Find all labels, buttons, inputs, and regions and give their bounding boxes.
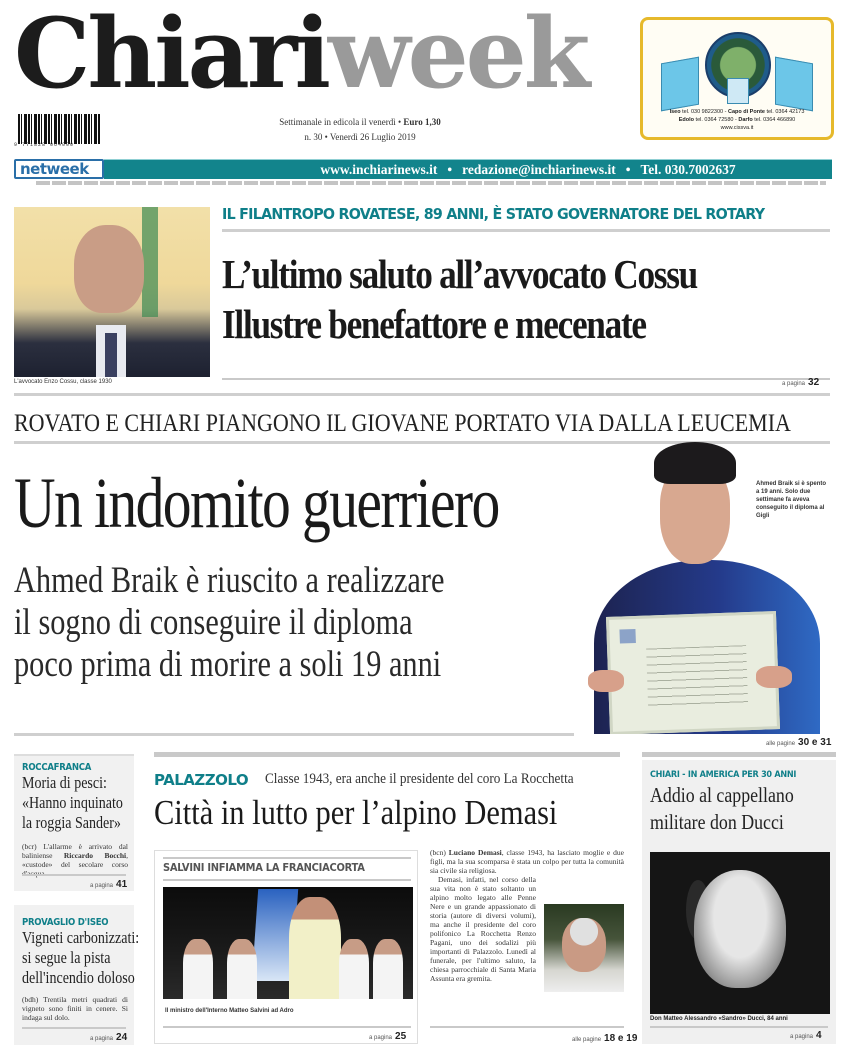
flag-shape bbox=[142, 207, 158, 317]
story-body: (bdh) Trentila metri quadrati di vigneto sono finiti in cenere. Si indaga sul dolo. bbox=[22, 995, 128, 1022]
story-subtitle: Classe 1943, era anche il presidente del coro La Rocchetta bbox=[265, 771, 574, 787]
headline-line: militare don Ducci bbox=[650, 810, 784, 834]
divider bbox=[22, 874, 126, 876]
contact-bar bbox=[104, 159, 832, 179]
divider bbox=[642, 752, 836, 757]
divider bbox=[163, 1026, 411, 1028]
portrait-hair bbox=[654, 442, 736, 484]
story-headline bbox=[650, 782, 794, 836]
logo-part-chiari: Chiari bbox=[14, 0, 328, 110]
subheadline-line: il sogno di conseguire il diploma bbox=[14, 602, 413, 643]
ad-city-capo: Capo di Ponte bbox=[727, 109, 765, 115]
masthead-logo bbox=[14, 0, 588, 110]
page-label: a pagina bbox=[790, 1034, 814, 1040]
divider bbox=[222, 229, 830, 232]
advertisement[interactable] bbox=[640, 17, 834, 140]
phone-number: Tel. 030.7002637 bbox=[640, 162, 736, 177]
divider bbox=[163, 857, 411, 859]
ad-phone-capo: tel. 0364 42173 bbox=[764, 109, 805, 115]
divider bbox=[14, 733, 574, 736]
story-provaglio[interactable] bbox=[14, 905, 140, 1045]
price: Euro 1,30 bbox=[403, 117, 441, 127]
portrait-head bbox=[74, 225, 144, 313]
page-reference[interactable] bbox=[572, 1033, 637, 1044]
divider bbox=[163, 879, 411, 881]
email-link[interactable]: redazione@inchiarinews.it bbox=[462, 162, 616, 177]
page-reference[interactable] bbox=[782, 377, 819, 388]
divider bbox=[222, 378, 830, 380]
page-label: a pagina bbox=[90, 1036, 114, 1042]
page-number: 32 bbox=[808, 377, 820, 388]
separator: • bbox=[625, 162, 631, 177]
page-reference[interactable] bbox=[90, 879, 127, 890]
person-shape bbox=[183, 939, 213, 999]
website-link[interactable]: www.inchiarinews.it bbox=[320, 162, 438, 177]
divider bbox=[650, 1026, 828, 1028]
page-reference[interactable] bbox=[90, 1032, 127, 1043]
person-shape bbox=[227, 939, 257, 999]
diploma-seal-icon bbox=[619, 629, 635, 644]
page-number: 25 bbox=[395, 1031, 407, 1042]
ad-phone-darfo: tel. 0364 466890 bbox=[752, 117, 796, 123]
headline-line: Vigneti carbonizzati: bbox=[22, 928, 140, 947]
portrait-head bbox=[694, 870, 786, 988]
photo-demasi[interactable] bbox=[544, 904, 624, 992]
page-number: 30 e 31 bbox=[798, 737, 832, 748]
body-name: Riccardo Bocchi bbox=[63, 851, 127, 860]
logo-part-week: week bbox=[327, 0, 588, 110]
subheadline-line: Ahmed Braik è riuscito a realizzare bbox=[14, 560, 445, 601]
headline-line: L’ultimo saluto all’avvocato Cossu bbox=[222, 251, 697, 297]
page-reference[interactable] bbox=[766, 737, 831, 748]
page-label: a pagina bbox=[782, 381, 806, 387]
issue-date: n. 30 • Venerdì 26 Luglio 2019 bbox=[304, 132, 416, 142]
story-kicker: ROVATO E CHIARI PIANGONO IL GIOVANE PORTATO VIA DALLA LEUCEMIA bbox=[14, 410, 791, 437]
body-text: (bcr) L'allarme è arrivato dal baliniense bbox=[22, 842, 128, 860]
page-number: 4 bbox=[816, 1030, 822, 1041]
divider bbox=[430, 1026, 624, 1028]
barcode-digits: 9 771828 064000 bbox=[14, 142, 75, 148]
netweek-logo[interactable]: netweek bbox=[14, 159, 104, 179]
ad-banner-left bbox=[661, 57, 699, 112]
headline-cossu[interactable] bbox=[222, 249, 697, 349]
headline-line: dell'incendio doloso bbox=[22, 968, 135, 987]
headline-line: Moria di pesci: bbox=[22, 773, 107, 792]
ad-phone-edolo: tel. 0364 72580 - bbox=[694, 117, 739, 123]
photo-caption: Don Matteo Alessandro «Sandro» Ducci, 84 anni bbox=[650, 1016, 788, 1022]
speaker-shape bbox=[289, 897, 341, 999]
headline-line: si segue la pista bbox=[22, 948, 111, 967]
story-kicker: PROVAGLIO D'ISEO bbox=[22, 917, 109, 928]
photo-cossu[interactable] bbox=[14, 207, 210, 377]
ad-phone-iseo: tel. 030 9822300 - bbox=[680, 109, 728, 115]
headline-line: «Hanno inquinato bbox=[22, 793, 123, 812]
story-salvini[interactable] bbox=[154, 850, 418, 1044]
legal-fineprint bbox=[36, 181, 826, 185]
story-body bbox=[22, 842, 128, 878]
barcode bbox=[18, 114, 100, 144]
photo-salvini bbox=[163, 887, 413, 999]
hand bbox=[756, 666, 792, 688]
body-text: Demasi, infatti, nel corso della sua vita non è stato soltanto un alpino molto legato alle Penne Nere e un grande appassionato di storia (autore di diversi volumi), ma anche il presidente del coro polifonico La Rocchetta Renzo Pagani, uno dei sodalizi più importanti di Palazzolo. Lunedì al funerale, per l'ultimo saluto, la chiesa parrocchiale di Santa Maria Assunta era gremita. bbox=[430, 875, 536, 983]
photo-caption: Ahmed Braik si è spento a 19 anni. Solo due settimane fa aveva conseguito il diploma al Gigli bbox=[756, 481, 827, 519]
ad-banner-right bbox=[775, 57, 813, 112]
ad-city-darfo: Darfo bbox=[738, 117, 753, 123]
page-number: 24 bbox=[116, 1032, 128, 1043]
photo-caption: L'avvocato Enzo Cossu, classe 1930 bbox=[14, 379, 112, 385]
ad-city-edolo: Edolo bbox=[678, 117, 695, 123]
photo-ducci bbox=[650, 852, 830, 1014]
ad-website[interactable]: www.cissva.it bbox=[720, 125, 754, 131]
portrait-head bbox=[562, 918, 606, 972]
page-label: a pagina bbox=[369, 1035, 393, 1041]
hand bbox=[588, 670, 624, 692]
headline-line: Illustre benefattore e mecenate bbox=[222, 301, 646, 347]
headline-line: Addio al cappellano bbox=[650, 783, 794, 807]
subheadline-line: poco prima di morire a soli 19 anni bbox=[14, 644, 442, 685]
issue-info bbox=[230, 115, 490, 145]
body-text: , «custode» del secolare corso bbox=[22, 851, 128, 869]
body-paragraph bbox=[430, 848, 624, 875]
page-reference[interactable] bbox=[369, 1031, 406, 1042]
body-text: (bcn) bbox=[430, 848, 449, 857]
diploma-text-lines bbox=[646, 645, 748, 708]
page-number: 18 e 19 bbox=[604, 1033, 638, 1044]
story-ducci[interactable] bbox=[642, 760, 836, 1044]
body-text: , classe 1943, ha lasciato moglie e due figli, ma la sua scomparsa è stata un colpo per tutta la comunità sia civile sia religiosa. bbox=[430, 848, 624, 875]
headline-line: la roggia Sander» bbox=[22, 813, 121, 832]
story-headline bbox=[22, 928, 139, 988]
divider bbox=[14, 393, 830, 396]
page-label: alle pagine bbox=[572, 1037, 602, 1043]
page-reference[interactable] bbox=[790, 1030, 822, 1041]
tagline-text: Settimanale in edicola il venerdì • bbox=[279, 117, 404, 127]
headline-demasi[interactable]: Città in lutto per l’alpino Demasi bbox=[154, 793, 558, 832]
ad-shield-icon bbox=[727, 78, 749, 104]
story-kicker: CHIARI - IN AMERICA PER 30 ANNI bbox=[650, 770, 797, 780]
story-roccafranca[interactable] bbox=[14, 756, 134, 891]
photo-caption: Il ministro dell'Interno Matteo Salvini ad Adro bbox=[165, 1008, 294, 1014]
body-name: Luciano Demasi bbox=[448, 848, 502, 857]
ad-contacts bbox=[649, 108, 825, 132]
page-label: a pagina bbox=[90, 883, 114, 889]
story-kicker: SALVINI INFIAMMA LA FRANCIACORTA bbox=[163, 861, 365, 874]
subheadline-ahmed bbox=[14, 560, 444, 686]
divider bbox=[154, 752, 620, 757]
diploma bbox=[606, 611, 780, 734]
ad-city-iseo: Iseo bbox=[669, 109, 681, 115]
separator: • bbox=[447, 162, 453, 177]
headline-ahmed[interactable]: Un indomito guerriero bbox=[14, 463, 499, 543]
person-shape bbox=[373, 939, 403, 999]
page-label: alle pagine bbox=[766, 741, 796, 747]
story-headline bbox=[22, 773, 123, 833]
story-kicker: PALAZZOLO bbox=[154, 771, 249, 789]
story-kicker: IL FILANTROPO ROVATESE, 89 ANNI, È STATO GOVERNATORE DEL ROTARY bbox=[222, 205, 765, 223]
portrait-tie bbox=[105, 333, 117, 377]
divider bbox=[22, 1027, 126, 1029]
page-number: 41 bbox=[116, 879, 128, 890]
person-shape bbox=[339, 939, 369, 999]
tagline bbox=[230, 115, 490, 130]
story-kicker: ROCCAFRANCA bbox=[22, 762, 92, 773]
